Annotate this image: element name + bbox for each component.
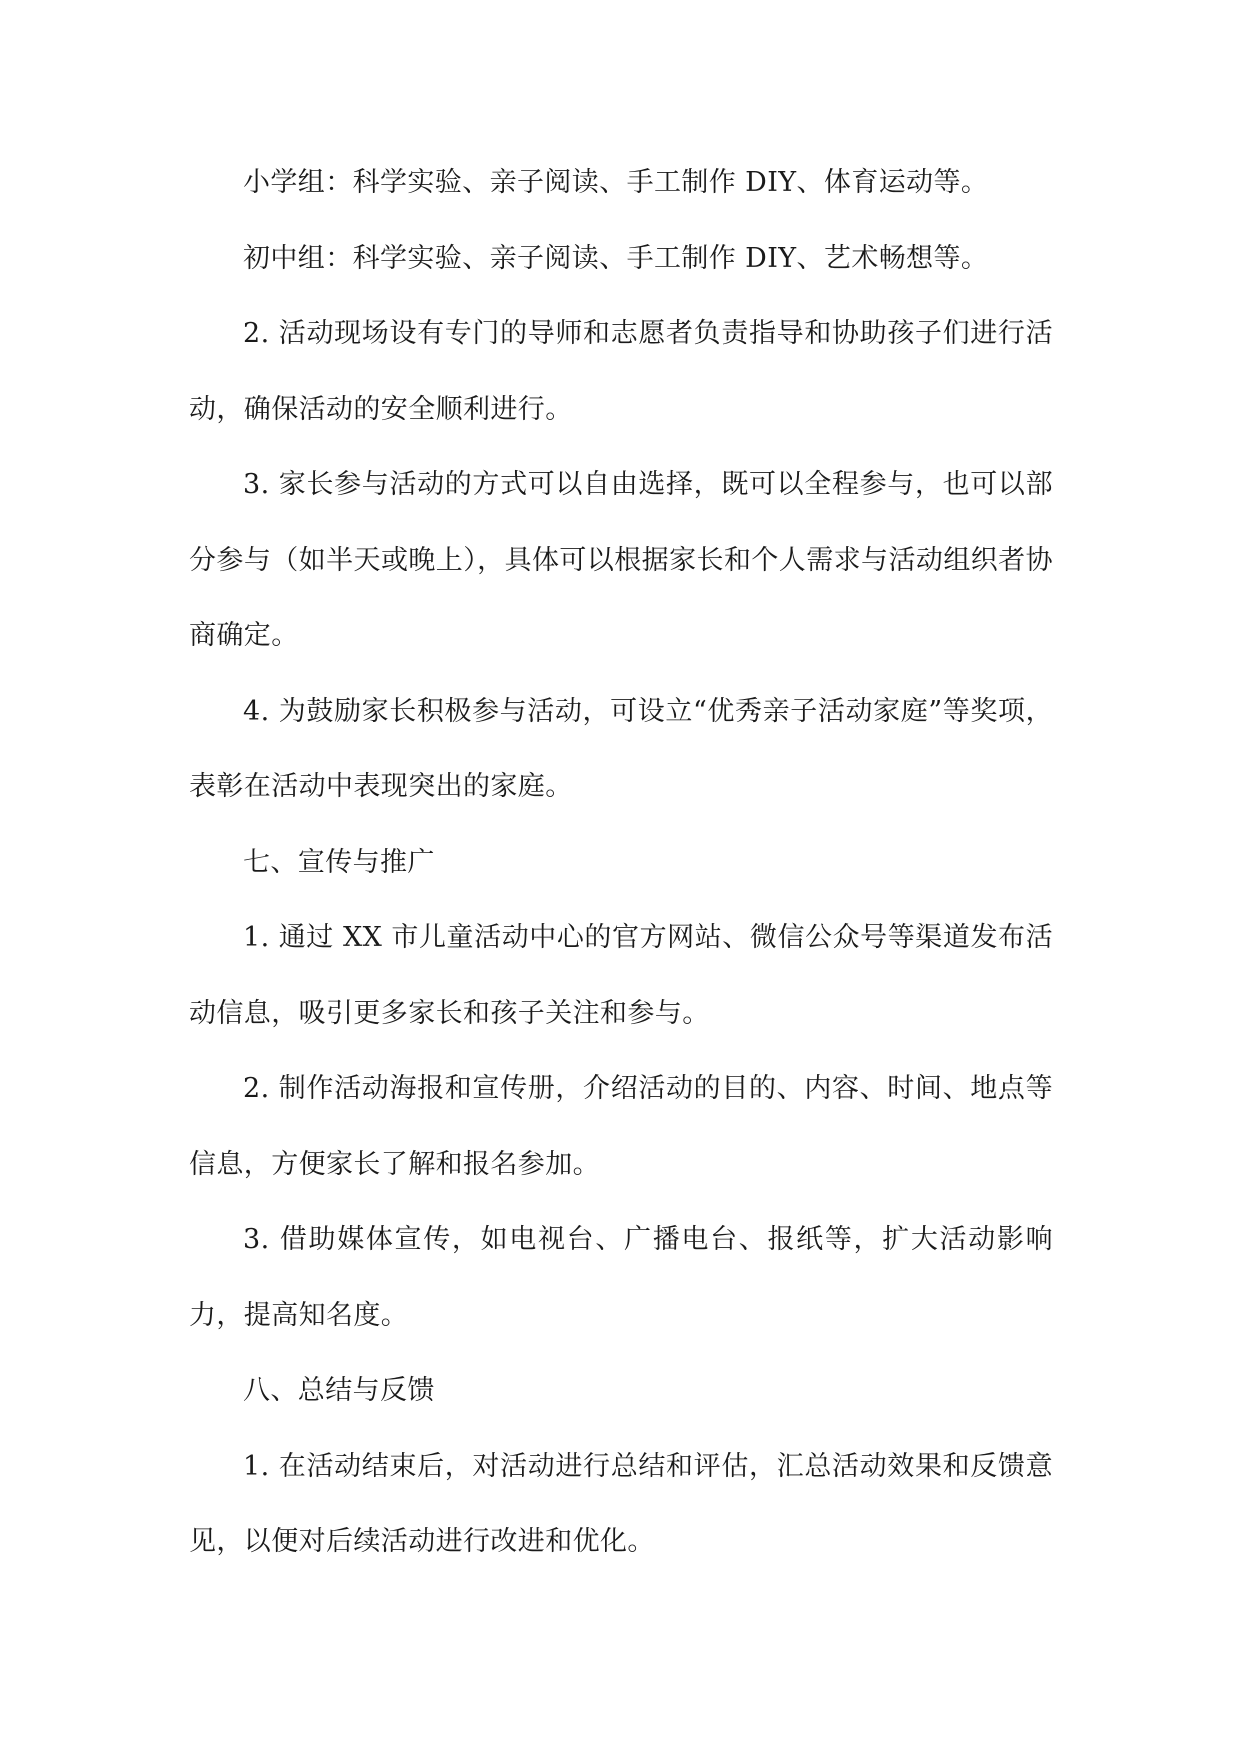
- paragraph-promotion-2: 2. 制作活动海报和宣传册，介绍活动的目的、内容、时间、地点等信息，方便家长了解和报名参加。: [189, 1073, 1053, 1180]
- paragraph-item-3-parent-participation: 3. 家长参与活动的方式可以自由选择，既可以全程参与，也可以部分参与（如半天或晚上），具体可以根据家长和个人需求与活动组织者协商确定。: [189, 469, 1053, 651]
- paragraph-summary-1: 1. 在活动结束后，对活动进行总结和评估，汇总活动效果和反馈意见，以便对后续活动进行改进和优化。: [189, 1450, 1053, 1557]
- paragraph-primary-school-group: 小学组：科学实验、亲子阅读、手工制作 DIY、体育运动等。: [243, 167, 989, 198]
- paragraph-middle-school-group: 初中组：科学实验、亲子阅读、手工制作 DIY、艺术畅想等。: [243, 242, 989, 274]
- paragraph-item-4-awards: 4. 为鼓励家长积极参与活动，可设立“优秀亲子活动家庭”等奖项，表彰在活动中表现突出的家庭。: [189, 695, 1053, 802]
- section-heading-summary: 八、总结与反馈: [243, 1375, 435, 1406]
- document-body: [189, 145, 1053, 1580]
- paragraph-item-2-mentors: 2. 活动现场设有专门的导师和志愿者负责指导和协助孩子们进行活动，确保活动的安全顺利进行。: [189, 318, 1053, 425]
- paragraph-promotion-1: 1. 通过 XX 市儿童活动中心的官方网站、微信公众号等渠道发布活动信息，吸引更多家长和孩子关注和参与。: [189, 922, 1053, 1029]
- paragraph-promotion-3: 3. 借助媒体宣传，如电视台、广播电台、报纸等，扩大活动影响力，提高知名度。: [189, 1224, 1053, 1331]
- section-heading-promotion: 七、宣传与推广: [243, 846, 435, 878]
